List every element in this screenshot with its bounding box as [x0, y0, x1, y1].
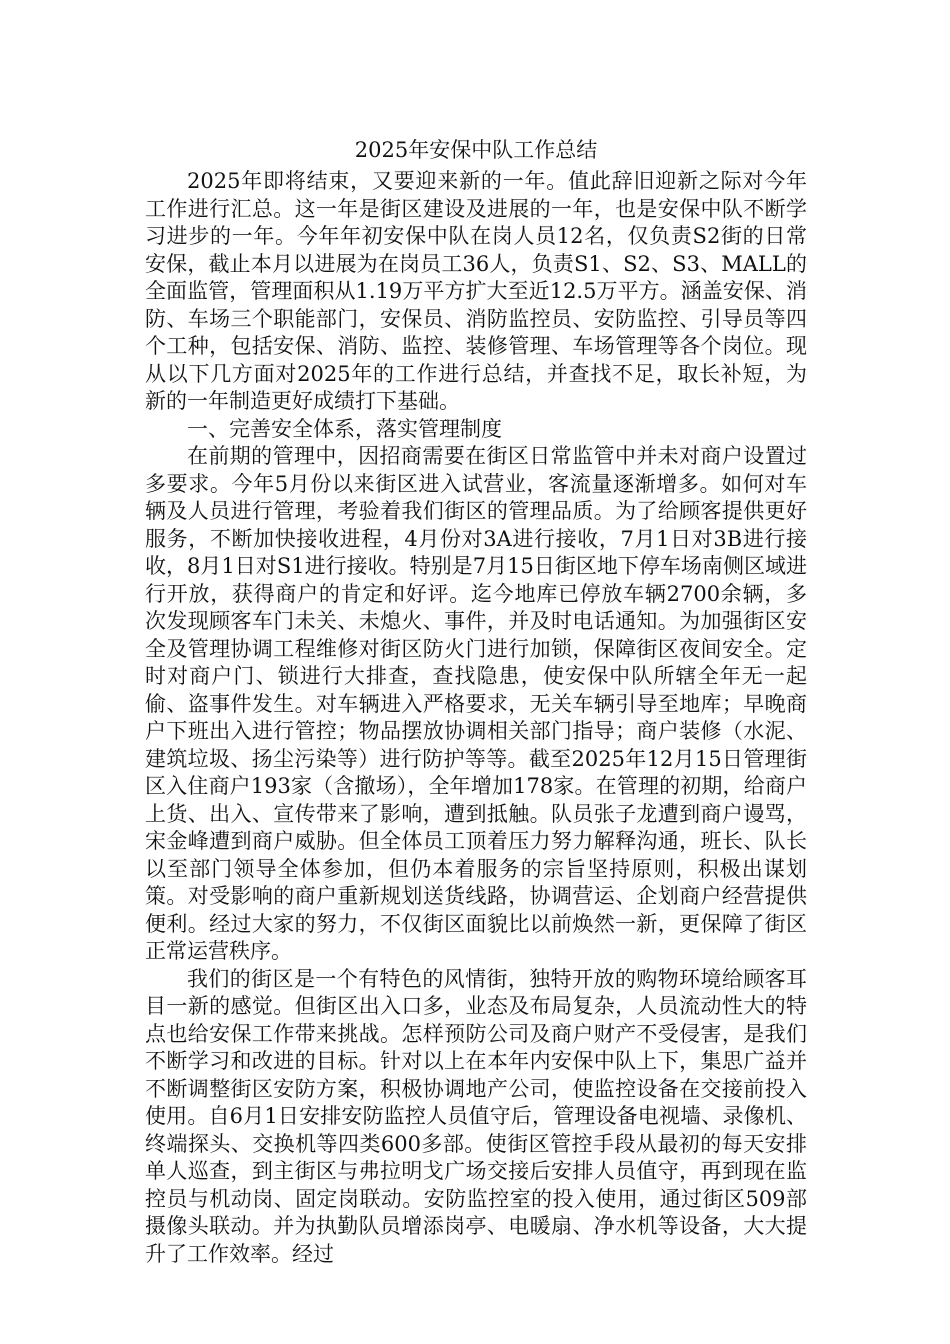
section-heading-1: 一、完善安全体系，落实管理制度: [187, 416, 502, 441]
body-paragraph-2: 我们的街区是一个有特色的风情街，独特开放的购物环境给顾客耳目一新的感觉。但街区出入口多，业态及布局复杂，人员流动性大的特点也给安保工作带来挑战。怎样预防公司及商户财产不受侵害，是我们不断学习和改进的目标。针对以上在本年内安保中队上下，集思广益并不断调整街区安防方案，积极协调地产公司，使监控设备在交接前投入使用。自6月1日安排安防监控人员值守后，管理设备电视墙、录像机、终端探头、交换机等四类600多部。使街区管控手段从最初的每天安排单人巡查，到主街区与弗拉明戈广场交接后安排人员值守，再到现在监控员与机动岗、固定岗联动。安防监控室的投入使用，通过街区509部摄像头联动。并为执勤队员增添岗亭、电暖扇、净水机等设备，大大提升了工作效率。经过: [145, 966, 807, 1266]
intro-paragraph: 2025年即将结束，又要迎来新的一年。值此辞旧迎新之际对今年工作进行汇总。这一年是街区建设及进展的一年，也是安保中队不断学习进步的一年。今年年初安保中队在岗人员12名，仅负责S2街的日常安保，截止本月以进展为在岗员工36人，负责S1、S2、S3、MALL的全面监管，管理面积从1.19万平方扩大至近12.5万平方。涵盖安保、消防、车场三个职能部门，安保员、消防监控员、安防监控、引导员等四个工种，包括安保、消防、监控、装修管理、车场管理等各个岗位。现从以下几方面对2025年的工作进行总结，并查找不足，取长补短，为新的一年制造更好成绩打下基础。: [145, 169, 807, 413]
document-title: 2025年安保中队工作总结: [354, 138, 598, 162]
document-body: [145, 135, 807, 1268]
body-paragraph-1: 在前期的管理中，因招商需要在街区日常监管中并未对商户设置过多要求。今年5月份以来街区进入试营业，客流量逐渐增多。如何对车辆及人员进行管理，考验着我们街区的管理品质。为了给顾客提供更好服务，不断加快接收进程，4月份对3A进行接收，7月1日对3B进行接收，8月1日对S1进行接收。特别是7月15日街区地下停车场南侧区域进行开放，获得商户的肯定和好评。迄今地库已停放车辆2700余辆，多次发现顾客车门未关、未熄火、事件，并及时电话通知。为加强街区安全及管理协调工程维修对街区防火门进行加锁，保障街区夜间安全。定时对商户门、锁进行大排查，查找隐患，使安保中队所辖全年无一起偷、盗事件发生。对车辆进入严格要求，无关车辆引导至地库；早晚商户下班出入进行管控；物品摆放协调相关部门指导；商户装修（水泥、建筑垃圾、扬尘污染等）进行防护等等。截至2025年12月15日管理街区入住商户193家（含撤场），全年增加178家。在管理的初期，给商户上货、出入、宣传带来了影响，遭到抵触。队员张子龙遭到商户谩骂，宋金峰遭到商户威胁。但全体员工顶着压力努力解释沟通，班长、队长以至部门领导全体参加，但仍本着服务的宗旨坚持原则，积极出谋划策。对受影响的商户重新规划送货线路，协调营运、企划商户经营提供便利。经过大家的努力，不仅街区面貌比以前焕然一新，更保障了街区正常运营秩序。: [145, 444, 807, 963]
